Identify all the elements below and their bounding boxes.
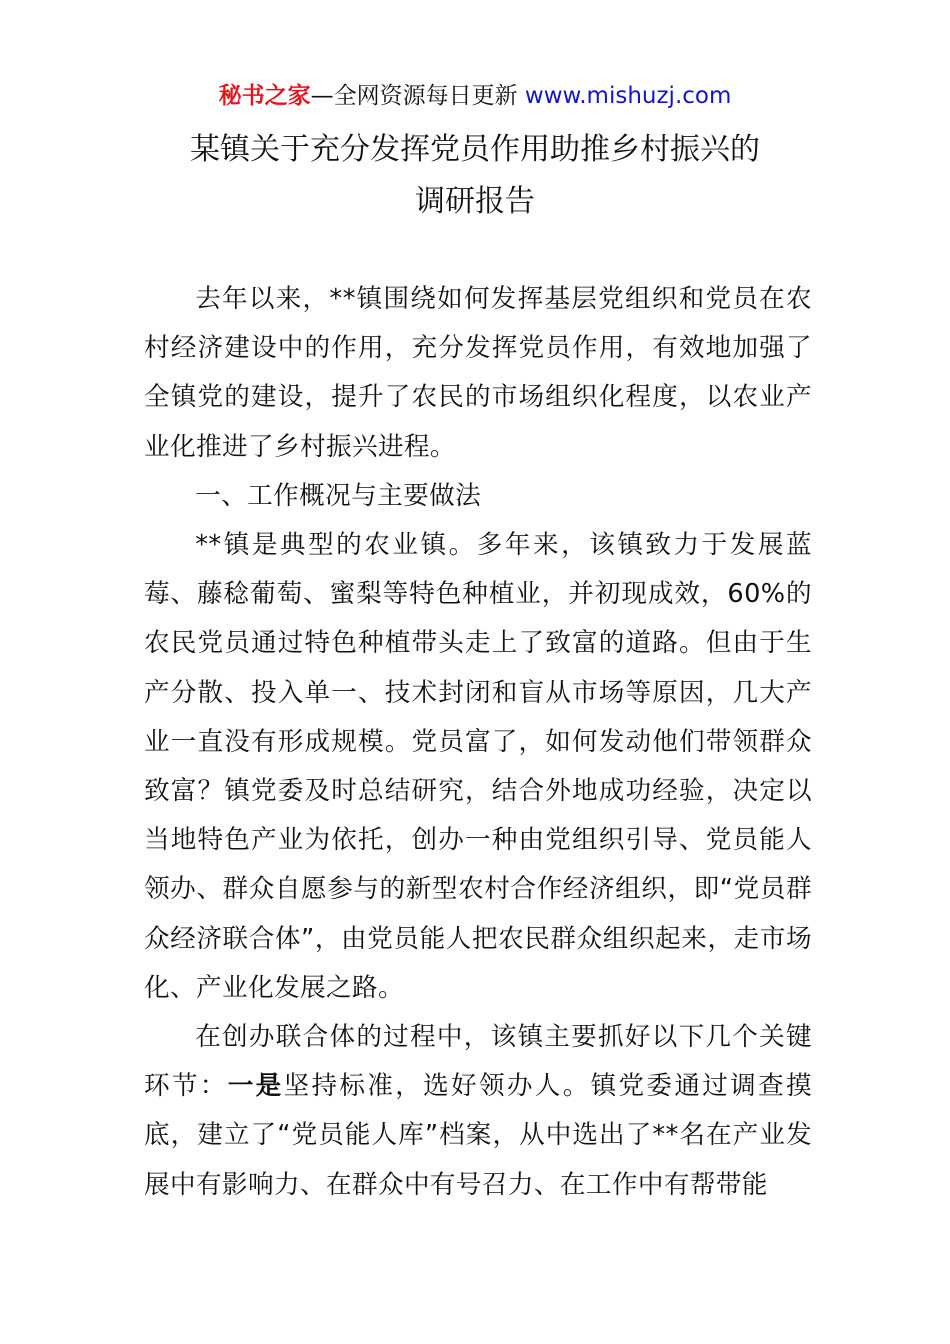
paragraph-key-steps [144,1013,812,1210]
brand-name: 秘书之家 [218,83,311,109]
bold-lead-first: 一是 [227,1071,284,1102]
paragraph-overview: **镇是典型的农业镇。多年来，该镇致力于发展蓝莓、藤稔葡萄、蜜梨等特色种植业，并初现成效，60%的农民党员通过特色种植带头走上了致富的道路。但由于生产分散、投入单一、技术封闭和盲从市场等原因，几大产业一直没有形成规模。党员富了，如何发动他们带领群众致富？镇党委及时总结研究，结合外地成功经验，决定以当地特色产业为依托，创办一种由党组织引导、党员能人领办、群众自愿参与的新型农村合作经济组织，即“党员群众经济联合体”，由党员能人把农民群众组织起来，走市场化、产业化发展之路。 [144,530,812,1003]
section-heading-1: 一、工作概况与主要做法 [195,480,482,511]
site-url-link[interactable]: www.mishuzj.com [524,83,732,109]
document-body [144,275,812,1210]
header-tagline: —全网资源每日更新 [310,83,518,109]
paragraph-intro: 去年以来，**镇围绕如何发挥基层党组织和党员在农村经济建设中的作用，充分发挥党员作用，有效地加强了全镇党的建设，提升了农民的市场组织化程度，以农业产业化推进了乡村振兴进程。 [144,284,812,462]
paragraph-key-steps-rest: 坚持标准，选好领办人。镇党委通过调查摸底，建立了“党员能人库”档案，从中选出了**名在产业发展中有影响力、在群众中有号召力、在工作中有帮带能 [144,1071,812,1200]
document-title [0,124,950,228]
paragraph-key-steps-start: 在创办联合体的过程中，该镇主要抓好以下几个关键环节： [144,1022,812,1102]
site-header [0,80,950,112]
title-line-2: 调研报告 [415,184,535,219]
title-line-1: 某镇关于充分发挥党员作用助推乡村振兴的 [190,132,760,167]
